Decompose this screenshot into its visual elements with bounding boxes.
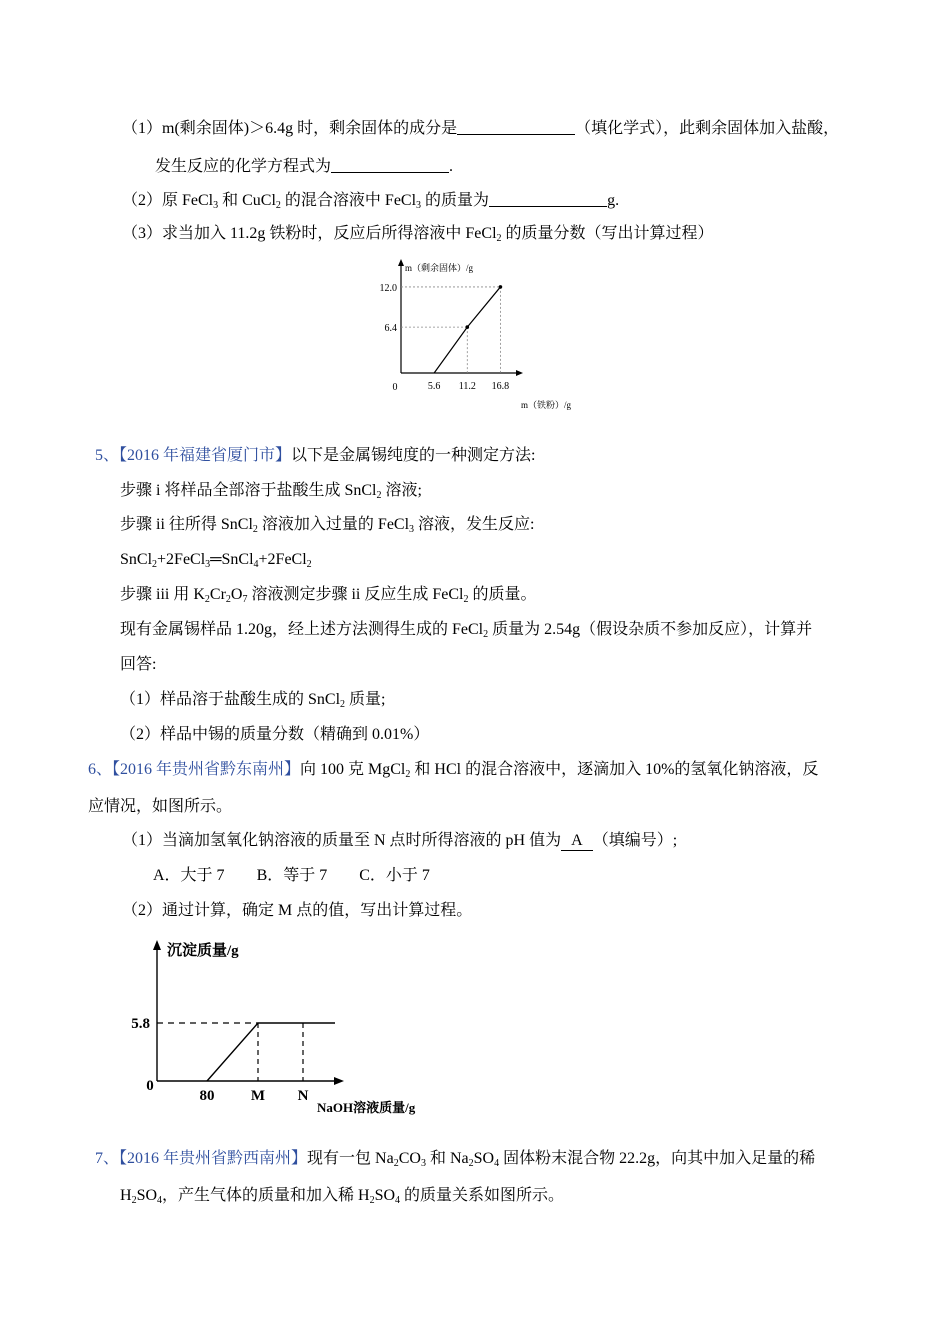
q5-given-t2: 质量为 2.54g（假设杂质不参加反应），计算并 [488,621,813,638]
q6-option-b[interactable]: B．等于 7 [256,867,328,884]
q4-sub1-text-a: （1）m(剩余固体)＞6.4g 时，剩余固体的成分是 [122,120,458,137]
q7-line2-s1: 2 [131,1195,137,1206]
q5-given-t1: 现有金属锡样品 1.20g，经上述方法测得生成的 FeCl [120,621,484,638]
precip-chart-y-tick: 5.8 [131,1016,150,1032]
q6-intro-t2: 和 HCl 的混合溶液中，逐滴加入 10%的氢氧化钠溶液，反 [410,761,819,778]
q4-sub2-t3: 的混合溶液中 FeCl [280,192,417,209]
q7-line2-t1: H [120,1187,132,1204]
precip-chart-axes [153,940,344,1085]
iron-chart-y-arrow [398,259,404,266]
precip-chart-x-label: NaOH溶液质量/g [317,1100,416,1115]
q5-step3-t2: Cr [209,586,226,603]
q6-sub1-t2: （填编号）; [592,832,678,849]
q4-sub2-blank[interactable] [489,190,607,207]
q5-sub1-s1: 2 [340,699,346,710]
q6-option-c[interactable]: C．小于 7 [359,867,430,884]
q5-eq-t3: ═SnCl [210,551,254,568]
q5-step2 [120,515,535,535]
q4-sub2-s3: 3 [416,200,422,211]
precip-chart-x-tick: N [297,1088,309,1104]
q7-line2-t2: SO [136,1187,158,1204]
q6-option-a[interactable]: A．大于 7 [153,867,225,884]
q7-source: 【2016 年贵州省黔西南州】 [119,1150,308,1167]
q5-eq-s4: 2 [306,559,312,570]
iron-chart-y-label: m（剩余固体）/g [405,263,474,273]
q5-eq-s2: 3 [205,559,211,570]
q5-step2-t3: 溶液，发生反应: [414,516,535,533]
q5-step1-t1: 步骤 i 将样品全部溶于盐酸生成 SnCl [120,482,377,499]
q7-line2-s2: 4 [157,1195,163,1206]
q5-sub1 [120,690,385,710]
q4-sub1-line2 [155,156,453,177]
q5-step2-s1: 2 [252,524,258,535]
q4-sub2-s1: 3 [213,200,219,211]
q5-header [95,446,535,466]
iron-powder-chart [365,253,585,423]
q5-sub1-t2: 质量; [345,691,386,708]
iron-chart-y-tick: 6.4 [384,323,397,335]
q6-sub1-answer[interactable]: A [561,832,593,851]
q5-eq-t4: +2FeCl [258,551,307,568]
q5-eq-t1: SnCl [120,551,153,568]
precip-chart-series-line [207,1023,335,1081]
iron-chart-point [499,285,503,289]
precip-chart-y-arrow [153,940,161,950]
q4-sub1-line1 [122,118,839,139]
precip-chart-x-arrow [334,1077,344,1085]
q5-step2-t2: 溶液加入过量的 FeCl [257,516,410,533]
q4-sub2-t5: g. [607,192,620,209]
q7-line2-s4: 4 [395,1195,401,1206]
iron-chart-guides [401,287,500,373]
q5-step3-s3: 7 [242,594,248,605]
precip-chart-y-ticks [131,1016,150,1032]
q7-line2-s3: 2 [369,1195,375,1206]
q6-number: 6、 [88,761,113,778]
q4-sub1-line2-end: . [449,158,454,175]
q5-step3 [120,585,537,605]
q5-eq-t2: +2FeCl [157,551,206,568]
q4-sub2-t1: （2）原 FeCl [122,192,214,209]
q4-sub2-t2: 和 CuCl [218,192,276,209]
q7-line2-t5: 的质量关系如图所示。 [400,1187,565,1204]
q4-sub1-text-b: （填化学式），此剩余固体加入盐酸， [575,120,840,137]
precip-chart-x-tick: 80 [199,1088,215,1104]
q7-intro-s4: 4 [494,1158,500,1169]
q5-step2-s2: 3 [409,524,415,535]
q6-sub2: （2）通过计算，确定 M 点的值，写出计算过程。 [122,902,473,919]
q4-sub1-blank-b[interactable] [331,156,449,173]
q5-equation [120,550,312,570]
iron-chart-x-arrow [516,370,523,376]
iron-chart-axes [398,259,523,376]
q4-sub1-line2-text: 发生反应的化学方程式为 [155,158,332,175]
q6-header [88,760,818,780]
q7-line2-t3: ，产生气体的质量和加入稀 H [162,1187,370,1204]
q4-sub3-s1: 2 [496,233,502,244]
q4-sub3-t2: 的质量分数（写出计算过程） [501,225,714,242]
q5-given [120,620,812,640]
q6-intro-line2: 应情况，如图所示。 [88,798,233,815]
precipitate-chart [130,935,470,1125]
q6-sub1-t1: （1）当滴加氢氧化钠溶液的质量至 N 点时所得溶液的 pH 值为 [122,832,562,849]
q5-step3-s4: 2 [463,594,469,605]
q5-given-s1: 2 [483,629,489,640]
q5-step3-t3: O [230,586,243,603]
q7-intro-s3: 2 [468,1158,474,1169]
q7-intro-s1: 2 [393,1158,399,1169]
q6-options [153,866,430,886]
q5-source: 【2016 年福建省厦门市】 [119,447,292,464]
q4-sub2-s2: 2 [275,200,281,211]
q6-intro-s1: 2 [405,769,411,780]
q7-intro-s2: 3 [420,1158,426,1169]
q5-given-line2: 回答: [120,656,157,673]
q5-sub2: （2）样品中锡的质量分数（精确到 0.01%） [120,726,430,743]
precip-chart-guides [157,1023,303,1081]
q5-eq-s1: 2 [152,559,158,570]
precip-chart-y-label: 沉淀质量/g [167,943,239,959]
q7-intro-t5: 固体粉末混合物 22.2g，向其中加入足量的稀 [499,1150,816,1167]
q5-step3-t4: 溶液测定步骤 ii 反应生成 FeCl [247,586,464,603]
q7-line2 [120,1186,564,1206]
precip-chart-x-ticks [200,1088,309,1104]
q5-eq-s3: 4 [253,559,259,570]
q7-intro-t2: CO [398,1150,421,1167]
q4-sub1-blank-a[interactable] [457,118,575,135]
q6-sub1 [122,831,677,851]
q5-step3-t5: 的质量。 [468,586,537,603]
q5-number: 5、 [95,447,120,464]
q4-sub3-t1: （3）求当加入 11.2g 铁粉时，反应后所得溶液中 FeCl [122,225,497,242]
q5-intro: 以下是金属锡纯度的一种测定方法: [291,447,536,464]
iron-chart-x-tick: 16.8 [491,381,510,392]
q5-step1 [120,481,422,501]
q4-sub3-line [122,224,714,244]
q7-number: 7、 [95,1150,120,1167]
q5-step3-s1: 2 [204,594,210,605]
q7-header [95,1149,815,1169]
iron-chart-y-tick: 12.0 [379,282,397,294]
q7-line2-t4: SO [374,1187,396,1204]
q5-sub1-t1: （1）样品溶于盐酸生成的 SnCl [120,691,341,708]
q7-intro-t4: SO [473,1150,495,1167]
q5-step1-t2: 溶液; [381,482,422,499]
iron-chart-x-tick: 5.6 [427,381,441,392]
q4-sub2-line [122,190,619,211]
q5-step1-s1: 2 [376,490,382,501]
q5-step3-s2: 2 [225,594,231,605]
iron-chart-x-label: m（铁粉）/g [521,400,572,410]
precip-chart-origin: 0 [146,1078,154,1094]
precip-chart-x-tick: M [250,1088,266,1104]
iron-chart-point [465,325,469,329]
q5-step2-t1: 步骤 ii 往所得 SnCl [120,516,253,533]
iron-chart-x-tick: 11.2 [458,381,476,392]
q6-intro-t1: 向 100 克 MgCl [300,761,406,778]
q5-step3-t1: 步骤 iii 用 K [120,586,205,603]
q7-intro-t3: 和 Na [425,1150,469,1167]
q4-sub2-t4: 的质量为 [421,192,490,209]
q7-intro-t1: 现有一包 Na [307,1150,394,1167]
q6-source: 【2016 年贵州省黔东南州】 [112,761,301,778]
iron-chart-origin: 0 [392,382,398,393]
